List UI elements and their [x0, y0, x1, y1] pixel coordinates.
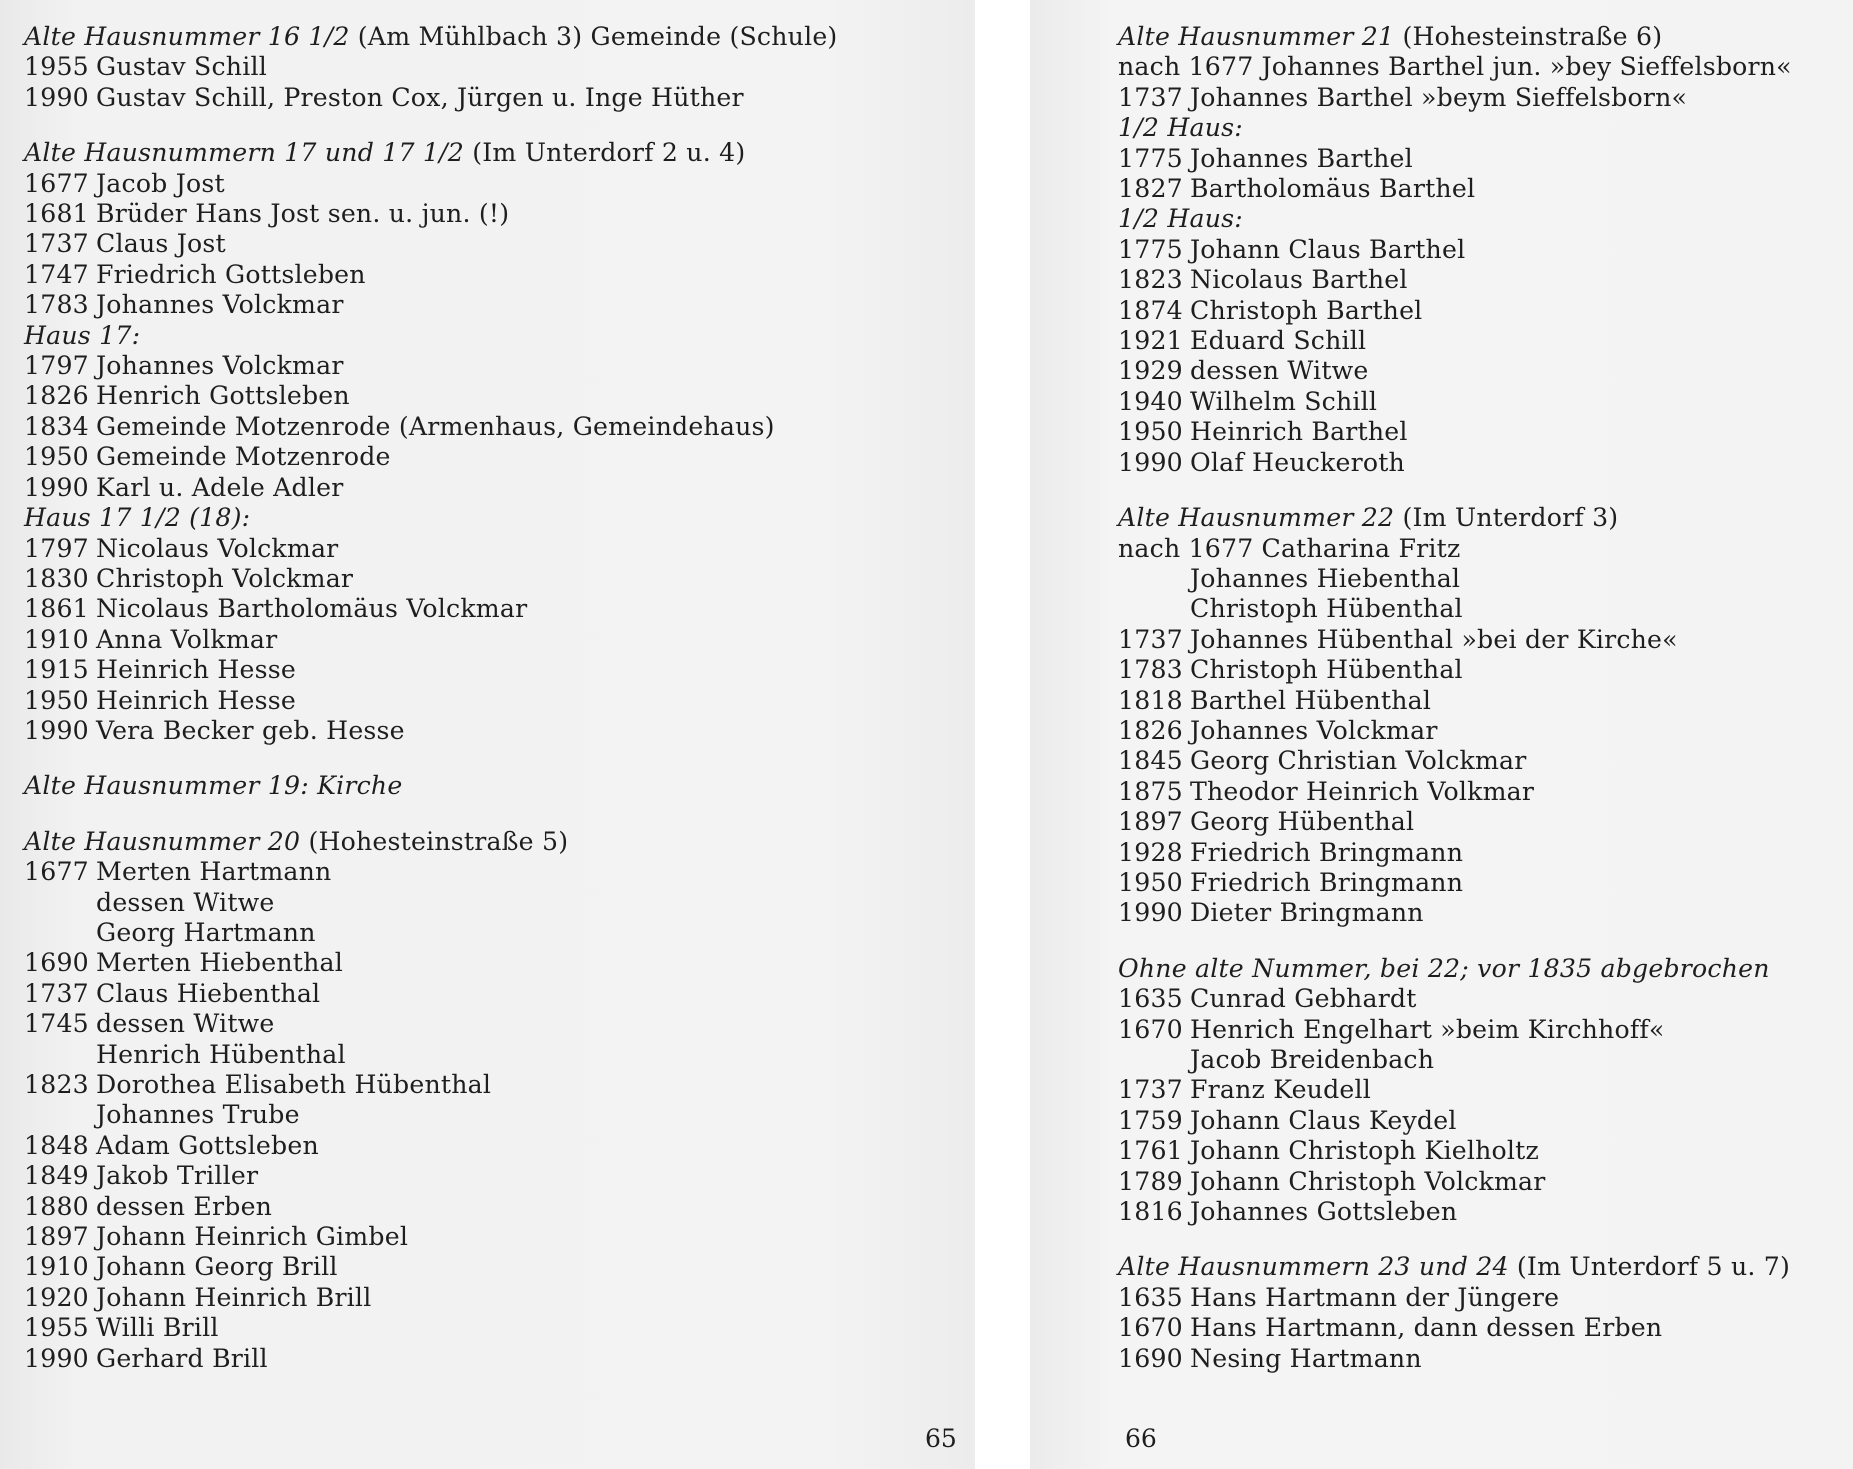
owner-name: Hans Hartmann der Jüngere	[1190, 1282, 1560, 1312]
owner-name: Heinrich Barthel	[1190, 417, 1408, 447]
owner-name: Claus Jost	[96, 229, 226, 259]
owner-entry	[24, 857, 884, 887]
owner-entry	[1118, 984, 1853, 1014]
owner-name: Vera Becker geb. Hesse	[96, 715, 405, 745]
owner-entry	[1118, 807, 1853, 837]
house-section	[1118, 503, 1853, 929]
section-heading-number: Alte Hausnummer 22	[1118, 503, 1395, 533]
section-heading-address: (Im Unterdorf 2 u. 4)	[464, 138, 746, 168]
owner-name: Gemeinde Motzenrode	[96, 442, 391, 472]
owner-year: 1823	[24, 1070, 89, 1099]
owner-entry	[24, 948, 884, 978]
owner-name: Karl u. Adele Adler	[96, 472, 344, 502]
owner-year	[1118, 564, 1190, 594]
owner-name: Johann Georg Brill	[96, 1252, 338, 1282]
owner-year: 1823	[1118, 265, 1183, 295]
owner-year: 1990	[1118, 447, 1183, 477]
owner-year: 1826	[1118, 715, 1183, 745]
owner-year: 1690	[1118, 1343, 1183, 1373]
page-gutter	[975, 0, 1030, 1469]
owner-entry	[1118, 1313, 1853, 1343]
section-heading-address: (Im Unterdorf 5 u. 7)	[1508, 1252, 1791, 1282]
owner-entry	[1118, 686, 1853, 716]
owner-year: 1874	[1118, 295, 1183, 325]
section-heading	[1118, 503, 1853, 533]
owner-entry	[24, 1313, 884, 1343]
owner-name: Jacob Jost	[96, 168, 225, 198]
owner-entry	[1118, 1167, 1853, 1197]
owner-name: Johann Heinrich Brill	[96, 1282, 372, 1312]
owner-year: 1826	[24, 381, 89, 411]
owner-year: 1880	[24, 1191, 89, 1221]
house-section	[1118, 1252, 1853, 1374]
section-heading	[24, 138, 884, 168]
owner-name: Johannes Barthel »beym Sieffelsborn«	[1190, 82, 1688, 112]
owner-name: Georg Hartmann	[96, 917, 316, 947]
right-page	[1030, 0, 1853, 1469]
owner-year: 1789	[1118, 1166, 1183, 1196]
owner-entry	[24, 1100, 884, 1130]
owner-entry	[24, 199, 884, 229]
section-heading-address: (Am Mühlbach 3) Gemeinde (Schule)	[349, 22, 838, 51]
owner-entry	[1118, 838, 1853, 868]
owner-entry	[24, 1161, 884, 1191]
owner-entry	[1118, 265, 1853, 295]
owner-name: dessen Erben	[96, 1191, 273, 1221]
owner-year: 1950	[1118, 417, 1183, 447]
section-heading-number: Alte Hausnummern 23 und 24	[1118, 1252, 1509, 1282]
owner-year: 1990	[24, 1343, 89, 1373]
owner-name: dessen Witwe	[96, 887, 275, 917]
owner-entry	[1118, 1344, 1853, 1374]
owner-name: Nicolaus Barthel	[1190, 265, 1408, 295]
owner-year: 1990	[24, 472, 89, 502]
owner-name: Friedrich Bringmann	[1190, 867, 1464, 897]
owner-year	[24, 1040, 96, 1070]
owner-year: 1690	[24, 948, 89, 978]
owner-year: 1677	[24, 857, 89, 887]
owner-entry	[1118, 235, 1853, 265]
owner-year: 1950	[1118, 867, 1183, 897]
house-part-subheading: 1/2 Haus:	[1118, 113, 1243, 143]
house-part-subheading: Haus 17:	[24, 320, 141, 350]
owner-name: Johann Claus Keydel	[1190, 1105, 1457, 1135]
owner-entry	[1118, 448, 1853, 478]
owner-year: 1861	[24, 594, 89, 624]
owner-year: nach 1677	[1118, 533, 1254, 563]
owner-entry	[1118, 655, 1853, 685]
section-heading	[1118, 1252, 1853, 1282]
owner-name: Georg Hübenthal	[1190, 807, 1415, 837]
owner-name: Heinrich Hesse	[96, 655, 297, 685]
house-part-subheading: Haus 17 1/2 (18):	[24, 503, 251, 533]
owner-entry	[24, 1283, 884, 1313]
owner-name: Dorothea Elisabeth Hübenthal	[96, 1070, 492, 1099]
owner-year	[1118, 1045, 1190, 1075]
section-heading-number: Alte Hausnummer 19: Kirche	[24, 771, 403, 801]
owner-year: 1827	[1118, 174, 1183, 204]
owner-entry	[1118, 777, 1853, 807]
owner-entry	[24, 918, 884, 948]
owner-entry	[24, 655, 884, 685]
owner-name: Johannes Barthel	[1190, 143, 1413, 173]
owner-year: 1670	[1118, 1014, 1183, 1044]
owner-entry	[1118, 746, 1853, 776]
owner-name: Gerhard Brill	[96, 1343, 268, 1373]
owner-name: Christoph Barthel	[1190, 295, 1423, 325]
owner-year: nach 1677	[1118, 52, 1254, 82]
owner-entry	[24, 979, 884, 1009]
owner-name: Jakob Triller	[96, 1161, 259, 1191]
owner-year: 1797	[24, 533, 89, 563]
owner-name: Johann Christoph Kielholtz	[1190, 1136, 1539, 1166]
owner-entry	[24, 564, 884, 594]
owner-year: 1950	[24, 442, 89, 472]
owner-year: 1761	[1118, 1136, 1183, 1166]
owner-year: 1737	[1118, 82, 1183, 112]
section-heading-address: (Im Unterdorf 3)	[1394, 503, 1619, 533]
owner-entry	[1118, 1197, 1853, 1227]
owner-year: 1759	[1118, 1105, 1183, 1135]
owner-year	[1118, 594, 1190, 624]
owner-entry	[24, 473, 884, 503]
owner-entry	[1118, 83, 1853, 113]
section-heading-number: Alte Hausnummern 17 und 17 1/2	[24, 138, 465, 168]
owner-name: Willi Brill	[96, 1313, 219, 1343]
owner-entry	[1118, 296, 1853, 326]
owner-name: Merten Hartmann	[96, 857, 332, 887]
owner-entry	[1118, 387, 1853, 417]
owner-entry	[24, 1192, 884, 1222]
owner-year	[24, 1100, 96, 1130]
owner-year: 1929	[1118, 356, 1183, 386]
owner-entry	[24, 686, 884, 716]
owner-entry	[24, 290, 884, 320]
owner-name: Nesing Hartmann	[1190, 1343, 1422, 1373]
page-number: 66	[1125, 1424, 1157, 1453]
owner-year: 1670	[1118, 1313, 1183, 1343]
owner-name: Nicolaus Volckmar	[96, 533, 339, 563]
owner-year: 1797	[24, 351, 89, 381]
owner-year: 1915	[24, 655, 89, 685]
owner-year: 1845	[1118, 746, 1183, 776]
owner-entry	[1118, 594, 1853, 624]
owner-year: 1775	[1118, 234, 1183, 264]
owner-year: 1920	[24, 1282, 89, 1312]
owner-name: Gustav Schill, Preston Cox, Jürgen u. Inge Hüther	[96, 82, 744, 112]
owner-year: 1677	[24, 168, 89, 198]
owner-name: Johannes Trube	[96, 1100, 300, 1130]
owner-year: 1747	[24, 259, 89, 289]
owner-entry	[24, 412, 884, 442]
right-page-column	[1118, 22, 1853, 1374]
owner-name: Eduard Schill	[1190, 326, 1367, 356]
owner-year: 1897	[1118, 807, 1183, 837]
owner-year: 1910	[24, 624, 89, 654]
owner-year: 1775	[1118, 143, 1183, 173]
section-heading	[24, 22, 884, 52]
owner-entry	[24, 260, 884, 290]
owner-name: Christoph Volckmar	[96, 563, 354, 593]
owner-entry	[24, 351, 884, 381]
owner-year: 1921	[1118, 326, 1183, 356]
owner-name: Olaf Heuckeroth	[1190, 447, 1405, 477]
owner-year	[24, 888, 96, 918]
owner-entry	[24, 52, 884, 82]
house-section	[24, 827, 884, 1374]
owner-name: Gemeinde Motzenrode (Armenhaus, Gemeindehaus)	[96, 411, 775, 441]
owner-year: 1635	[1118, 1282, 1183, 1312]
left-page-column	[24, 22, 884, 1374]
owner-year: 1910	[24, 1252, 89, 1282]
owner-entry	[24, 442, 884, 472]
owner-name: Barthel Hübenthal	[1190, 685, 1432, 715]
owner-name: Anna Volkmar	[96, 624, 278, 654]
owner-name: Henrich Gottsleben	[96, 381, 350, 411]
owner-entry	[24, 1009, 884, 1039]
owner-entry	[1118, 625, 1853, 655]
owner-entry	[1118, 1075, 1853, 1105]
owner-name: Johann Christoph Volckmar	[1190, 1166, 1546, 1196]
section-heading	[1118, 22, 1853, 52]
owner-entry	[1118, 534, 1853, 564]
owner-name: dessen Witwe	[1190, 356, 1369, 386]
owner-entry	[1118, 564, 1853, 594]
owner-year: 1681	[24, 199, 89, 229]
section-heading	[24, 827, 884, 857]
section-heading-address: (Hohesteinstraße 5)	[300, 826, 569, 856]
owner-entry	[1118, 898, 1853, 928]
owner-year: 1737	[24, 978, 89, 1008]
owner-name: dessen Witwe	[96, 1009, 275, 1039]
house-section	[1118, 954, 1853, 1228]
owner-entry	[24, 229, 884, 259]
owner-entry	[24, 83, 884, 113]
owner-name: Dieter Bringmann	[1190, 898, 1424, 928]
owner-name: Wilhelm Schill	[1190, 386, 1378, 416]
owner-name: Franz Keudell	[1190, 1075, 1372, 1105]
owner-year: 1990	[24, 715, 89, 745]
owner-year: 1834	[24, 411, 89, 441]
owner-name: Nicolaus Bartholomäus Volckmar	[96, 594, 528, 624]
owner-year: 1875	[1118, 776, 1183, 806]
owner-name: Cunrad Gebhardt	[1190, 984, 1417, 1014]
owner-name: Johannes Barthel jun. »bey Sieffelsborn«	[1261, 52, 1792, 82]
house-section	[1118, 22, 1853, 478]
owner-entry	[24, 1131, 884, 1161]
section-heading	[24, 771, 884, 801]
section-heading-number: Ohne alte Nummer, bei 22; vor 1835 abgebrochen	[1118, 953, 1770, 983]
owner-year: 1816	[1118, 1197, 1183, 1227]
owner-entry	[24, 381, 884, 411]
owner-name: Hans Hartmann, dann dessen Erben	[1190, 1313, 1663, 1343]
owner-name: Adam Gottsleben	[96, 1130, 319, 1160]
owner-name: Catharina Fritz	[1261, 533, 1461, 563]
house-section	[24, 22, 884, 113]
owner-year: 1635	[1118, 984, 1183, 1014]
owner-entry	[24, 169, 884, 199]
owner-name: Christoph Hübenthal	[1190, 655, 1463, 685]
owner-entry	[1118, 144, 1853, 174]
owner-entry	[24, 1040, 884, 1070]
owner-name: Heinrich Hesse	[96, 685, 297, 715]
owner-name: Johannes Volckmar	[96, 290, 344, 320]
owner-year: 1897	[24, 1222, 89, 1252]
owner-entry	[24, 1222, 884, 1252]
owner-year: 1955	[24, 52, 89, 82]
section-heading-number: Alte Hausnummer 21	[1118, 22, 1395, 51]
owner-name: Henrich Engelhart »beim Kirchhoff«	[1190, 1014, 1665, 1044]
owner-entry	[1118, 417, 1853, 447]
owner-entry	[24, 888, 884, 918]
owner-year: 1783	[1118, 655, 1183, 685]
owner-entry	[1118, 1045, 1853, 1075]
owner-name: Johann Claus Barthel	[1190, 234, 1466, 264]
owner-year: 1955	[24, 1313, 89, 1343]
owner-name: Bartholomäus Barthel	[1190, 174, 1476, 204]
owner-name: Christoph Hübenthal	[1190, 594, 1463, 624]
owner-entry	[1118, 52, 1853, 82]
owner-year: 1848	[24, 1130, 89, 1160]
owner-entry	[24, 1344, 884, 1374]
owner-name: Claus Hiebenthal	[96, 978, 321, 1008]
owner-entry	[1118, 174, 1853, 204]
owner-name: Merten Hiebenthal	[96, 948, 343, 978]
owner-entry	[1118, 868, 1853, 898]
owner-year: 1990	[1118, 898, 1183, 928]
owner-year: 1940	[1118, 386, 1183, 416]
house-part-subheading: 1/2 Haus:	[1118, 204, 1243, 234]
owner-year: 1818	[1118, 685, 1183, 715]
owner-year: 1737	[1118, 624, 1183, 654]
owner-entry	[1118, 356, 1853, 386]
house-section	[24, 771, 884, 801]
owner-name: Theodor Heinrich Volkmar	[1190, 776, 1535, 806]
owner-year	[24, 918, 96, 948]
section-heading-address: (Hohesteinstraße 6)	[1394, 22, 1663, 51]
owner-year: 1849	[24, 1161, 89, 1191]
owner-entry	[1118, 1106, 1853, 1136]
owner-entry	[1118, 326, 1853, 356]
owner-name: Gustav Schill	[96, 52, 267, 82]
owner-name: Henrich Hübenthal	[96, 1039, 346, 1069]
owner-entry	[24, 594, 884, 624]
owner-year: 1745	[24, 1009, 89, 1039]
owner-name: Brüder Hans Jost sen. u. jun. (!)	[96, 199, 510, 229]
owner-entry	[24, 716, 884, 746]
owner-year: 1928	[1118, 837, 1183, 867]
owner-year: 1737	[24, 229, 89, 259]
owner-year: 1950	[24, 685, 89, 715]
owner-entry	[24, 1070, 884, 1100]
owner-name: Friedrich Gottsleben	[96, 259, 366, 289]
owner-name: Johannes Volckmar	[96, 351, 344, 381]
house-section	[24, 138, 884, 746]
section-heading-number: Alte Hausnummer 20	[24, 826, 301, 856]
page-number: 65	[925, 1424, 957, 1453]
owner-year: 1830	[24, 563, 89, 593]
owner-year: 1783	[24, 290, 89, 320]
owner-name: Johannes Hiebenthal	[1190, 563, 1461, 593]
section-heading	[1118, 954, 1853, 984]
owner-year: 1990	[24, 82, 89, 112]
owner-name: Johannes Volckmar	[1190, 715, 1438, 745]
owner-name: Georg Christian Volckmar	[1190, 746, 1527, 776]
owner-name: Johann Heinrich Gimbel	[96, 1222, 409, 1252]
owner-name: Johannes Gottsleben	[1190, 1197, 1458, 1227]
owner-name: Jacob Breidenbach	[1190, 1045, 1435, 1074]
owner-entry	[24, 534, 884, 564]
section-heading-number: Alte Hausnummer 16 1/2	[24, 22, 350, 51]
owner-entry	[1118, 1136, 1853, 1166]
owner-entry	[1118, 1015, 1853, 1045]
owner-entry	[1118, 716, 1853, 746]
owner-entry	[24, 625, 884, 655]
owner-entry	[1118, 1283, 1853, 1313]
owner-entry	[24, 1252, 884, 1282]
owner-year: 1737	[1118, 1075, 1183, 1105]
owner-name: Friedrich Bringmann	[1190, 837, 1464, 867]
owner-name: Johannes Hübenthal »bei der Kirche«	[1190, 624, 1678, 654]
